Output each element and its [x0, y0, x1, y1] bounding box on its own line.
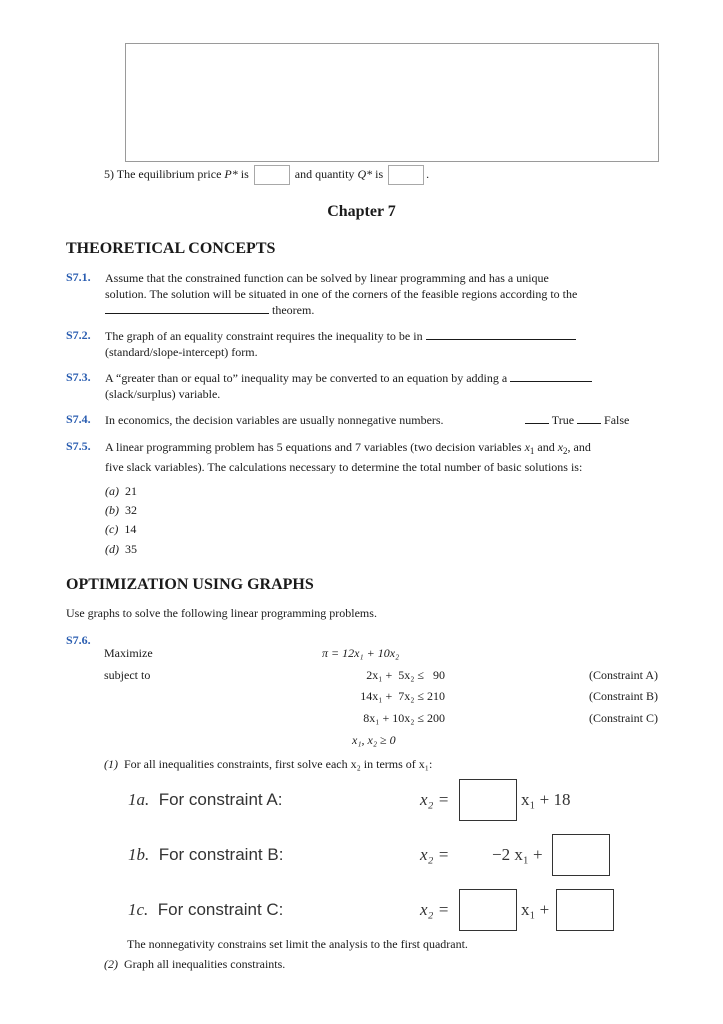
graph-answer-box: [125, 43, 659, 162]
fill-blank[interactable]: [510, 370, 592, 382]
part-1a-lhs: x₂ =: [420, 790, 450, 809]
option-a[interactable]: [105, 484, 137, 499]
q-number: S7.5.: [66, 439, 91, 453]
answer-1b-intercept[interactable]: [552, 834, 610, 876]
subject-to-label: subject to: [104, 668, 151, 682]
step-number: (2): [104, 957, 118, 971]
graphs-heading: OPTIMIZATION USING GRAPHS: [66, 576, 314, 593]
quantity-var: Q*: [357, 167, 373, 181]
constraint-b-expr: 14x₁ + 7x₂ ≤ 210: [360, 689, 445, 703]
question-s7-2: [105, 328, 665, 360]
constraint-a-expr: 2x₁ + 5x₂ ≤ 90: [366, 668, 445, 682]
q2-line1: The graph of an equality constraint requires the inequality to be in: [105, 329, 423, 343]
part-label: For constraint A:: [158, 790, 283, 809]
option-letter: (c): [105, 522, 119, 536]
price-var: P*: [224, 167, 238, 181]
false-label: False: [604, 413, 630, 427]
graphs-intro: Use graphs to solve the following linear programming problems.: [66, 606, 377, 620]
option-letter: (a): [105, 484, 119, 498]
price-input[interactable]: [254, 165, 290, 185]
part-label: For constraint B:: [158, 845, 284, 864]
option-letter: (d): [105, 542, 119, 556]
objective-function: π = 12x₁ + 10x₂: [322, 646, 400, 660]
part-id: 1b.: [128, 845, 150, 864]
question-s7-3: [105, 370, 665, 402]
maximize-label: Maximize: [104, 646, 153, 660]
q1-line2: solution. The solution will be situated in one of the corners of the feasible regions according to the: [105, 287, 578, 301]
q5-line1c: , and: [567, 440, 591, 454]
q-number: S7.3.: [66, 370, 91, 384]
chapter-title: Chapter 7: [327, 203, 396, 220]
constraint-c-label: (Constraint C): [589, 711, 658, 725]
q1-line3: theorem.: [272, 303, 315, 317]
q5-prefix: 5) The equilibrium price: [104, 167, 222, 181]
question-s7-1: [105, 270, 665, 318]
part-id: 1c.: [128, 900, 149, 919]
q5-end: .: [426, 167, 430, 181]
fill-blank[interactable]: [426, 328, 576, 340]
nonneg-note: The nonnegativity constrains set limit the analysis to the first quadrant.: [127, 937, 468, 951]
option-letter: (b): [105, 503, 119, 517]
answer-1c-intercept[interactable]: [556, 889, 614, 931]
theory-heading: THEORETICAL CONCEPTS: [66, 240, 276, 257]
option-d[interactable]: [105, 542, 137, 557]
part-label: For constraint C:: [157, 900, 284, 919]
fill-blank[interactable]: [105, 302, 269, 314]
part-1b-lhs: x₂ =: [420, 845, 450, 864]
option-c[interactable]: [105, 522, 136, 537]
q3-line1: A “greater than or equal to” inequality may be converted to an equation by adding a: [105, 371, 508, 385]
equilibrium-question: [104, 164, 429, 185]
q5-line1b: and: [537, 440, 555, 454]
q-number: S7.4.: [66, 412, 91, 426]
nonnegativity: x₁, x₂ ≥ 0: [352, 733, 396, 747]
q-number: S7.1.: [66, 270, 91, 284]
option-value: 32: [125, 503, 137, 517]
question-s7-5: A linear programming problem has 5 equations and 7 variables (two decision variables $x_1$ and $x_2$, and five slack variables). The calculations necessary to determine the total number of basic solutions is:: [105, 439, 670, 475]
part-1b-rhs: −2 x₁ +: [492, 845, 543, 864]
constraint-b-label: (Constraint B): [589, 689, 658, 703]
step-1-text: For all inequalities constraints, first solve each x₂ in terms of x₁:: [124, 757, 433, 771]
q-number: S7.6.: [66, 633, 91, 647]
step-2-text: Graph all inequalities constraints.: [124, 957, 286, 971]
answer-1c-slope[interactable]: [459, 889, 517, 931]
q5-is1: is: [240, 167, 249, 181]
part-1c-lhs: x₂ =: [420, 900, 450, 919]
step-1: [104, 757, 432, 772]
part-1a-label: [128, 790, 282, 810]
q2-line2: (standard/slope-intercept) form.: [105, 345, 258, 359]
true-label: True: [551, 413, 575, 427]
option-value: 35: [125, 542, 137, 556]
step-number: (1): [104, 757, 118, 771]
part-1c-label: [128, 900, 283, 920]
false-blank[interactable]: [577, 412, 601, 424]
step-2: [104, 957, 285, 972]
q5-mid: and quantity: [294, 167, 355, 181]
q1-line1: Assume that the constrained function can be solved by linear programming and has a unique: [105, 271, 549, 285]
true-blank[interactable]: [525, 412, 549, 424]
option-b[interactable]: [105, 503, 137, 518]
q5-line1a: A linear programming problem has 5 equations and 7 variables (two decision variables: [105, 440, 522, 454]
q-number: S7.2.: [66, 328, 91, 342]
q5-is2: is: [375, 167, 384, 181]
constraint-c-expr: 8x₁ + 10x₂ ≤ 200: [363, 711, 445, 725]
q4-text: In economics, the decision variables are usually nonnegative numbers.: [105, 413, 444, 427]
q5-line2: five slack variables). The calculations necessary to determine the total number of basic solutions is:: [105, 460, 583, 474]
part-1c-rhs: x₁ +: [521, 900, 550, 919]
q3-line2: (slack/surplus) variable.: [105, 387, 221, 401]
quantity-input[interactable]: [388, 165, 424, 185]
option-value: 14: [124, 522, 137, 536]
answer-1a-slope[interactable]: [459, 779, 517, 821]
part-1b-label: [128, 845, 283, 865]
option-value: 21: [125, 484, 137, 498]
question-s7-4: [105, 412, 665, 428]
constraint-a-label: (Constraint A): [589, 668, 658, 682]
part-id: 1a.: [128, 790, 150, 809]
part-1a-rhs: x₁ + 18: [521, 790, 571, 809]
